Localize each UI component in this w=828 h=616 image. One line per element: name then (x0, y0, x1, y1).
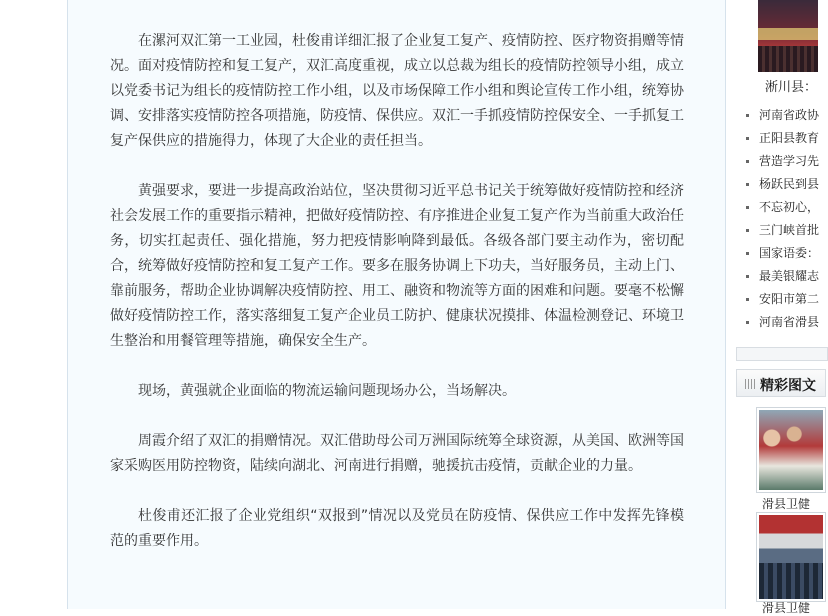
news-link[interactable]: 国家语委： (759, 246, 820, 260)
gallery-photo[interactable] (756, 512, 826, 602)
list-item[interactable] (746, 265, 819, 288)
news-link[interactable]: 三门峡首批 (759, 223, 820, 237)
article-paragraph: 杜俊甫还汇报了企业党组织“双报到”情况以及党员在防疫情、保供应工作中发挥先锋模范的重要作用。 (110, 508, 684, 549)
bullet-icon (746, 183, 749, 186)
photo-crowd-decoration (759, 563, 823, 599)
bullet-icon (746, 298, 749, 301)
list-item[interactable] (746, 104, 819, 127)
news-link[interactable]: 不忘初心， (759, 200, 820, 214)
bullet-icon (746, 275, 749, 278)
list-item[interactable] (746, 127, 819, 150)
article-paragraph: 黄强要求，要进一步提高政治站位，坚决贯彻习近平总书记关于统筹做好疫情防控和经济社会发展工作的重要指示精神，把做好疫情防控、有序推进企业复工复产作为当前重大政治任务，切实扛起责任、强化措施，努力把疫情影响降到最低。各级各部门要主动作为，密切配合，统筹做好疫情防控和复工复产工作。要多在服务协调上下功夫，当好服务员，主动上门、靠前服务，帮助企业协调解决疫情防控、用工、融资和物流等方面的困难和问题。要毫不松懈做好疫情防控工作，落实落细复工复产企业员工防护、健康状况摸排、体温检测登记、环境卫生整治和用餐管理等措施，确保安全生产。 (110, 183, 684, 349)
gallery-photo[interactable] (756, 407, 826, 493)
news-link[interactable]: 正阳县教育 (759, 131, 820, 145)
bullet-icon (746, 114, 749, 117)
news-link[interactable]: 杨跃民到县 (759, 177, 820, 191)
list-item[interactable] (746, 288, 819, 311)
news-link[interactable]: 河南省滑县 (759, 315, 820, 329)
sidebar-spacer-box (736, 347, 828, 361)
list-item[interactable] (746, 242, 819, 265)
right-sidebar (736, 0, 820, 615)
news-list (746, 104, 819, 334)
section-header (736, 369, 826, 397)
article-paragraph: 周霞介绍了双汇的捐赠情况。双汇借助母公司万洲国际统筹全球资源，从美国、欧洲等国家采购医用防控物资，陆续向湖北、河南进行捐赠，驰援抗击疫情，贡献企业的力量。 (110, 433, 684, 474)
photo-stage-decoration (758, 28, 818, 40)
bullet-icon (746, 160, 749, 163)
news-link[interactable]: 河南省政协 (759, 108, 820, 122)
list-item[interactable] (746, 311, 819, 334)
gallery-photo-caption[interactable]: 滑县卫健 (762, 497, 811, 511)
grip-icon (745, 379, 755, 389)
gallery-photo-image[interactable] (759, 410, 823, 490)
news-link[interactable]: 安阳市第二 (759, 292, 820, 306)
article-panel (67, 0, 726, 609)
gallery-photo-image[interactable] (759, 515, 823, 599)
article-paragraph: 现场，黄强就企业面临的物流运输问题现场办公，当场解决。 (138, 383, 516, 399)
bullet-icon (746, 252, 749, 255)
list-item[interactable] (746, 219, 819, 242)
article-paragraph: 在漯河双汇第一工业园，杜俊甫详细汇报了企业复工复产、疫情防控、医疗物资捐赠等情况。面对疫情防控和复工复产，双汇高度重视，成立以总裁为组长的疫情防控领导小组，成立以党委书记为组长的疫情防控工作小组，以及市场保障工作小组和舆论宣传工作小组，统筹协调、安排落实疫情防控各项措施，防疫情、保供应。双汇一手抓疫情防控保安全、一手抓复工复产保供应的措施得力，体现了大企业的责任担当。 (110, 33, 684, 149)
photo-crowd-decoration (758, 46, 818, 72)
list-item[interactable] (746, 150, 819, 173)
article-body (110, 29, 684, 579)
featured-photo[interactable] (758, 0, 818, 72)
list-item[interactable] (746, 173, 819, 196)
news-link[interactable]: 营造学习先 (759, 154, 820, 168)
bullet-icon (746, 206, 749, 209)
featured-photo-caption[interactable]: 淅川县： (765, 80, 818, 95)
news-link[interactable]: 最美银耀志 (759, 269, 820, 283)
bullet-icon (746, 137, 749, 140)
gallery-photo-caption[interactable]: 滑县卫健 (762, 601, 811, 615)
section-title: 精彩图文 (760, 378, 816, 394)
bullet-icon (746, 229, 749, 232)
bullet-icon (746, 321, 749, 324)
list-item[interactable] (746, 196, 819, 219)
